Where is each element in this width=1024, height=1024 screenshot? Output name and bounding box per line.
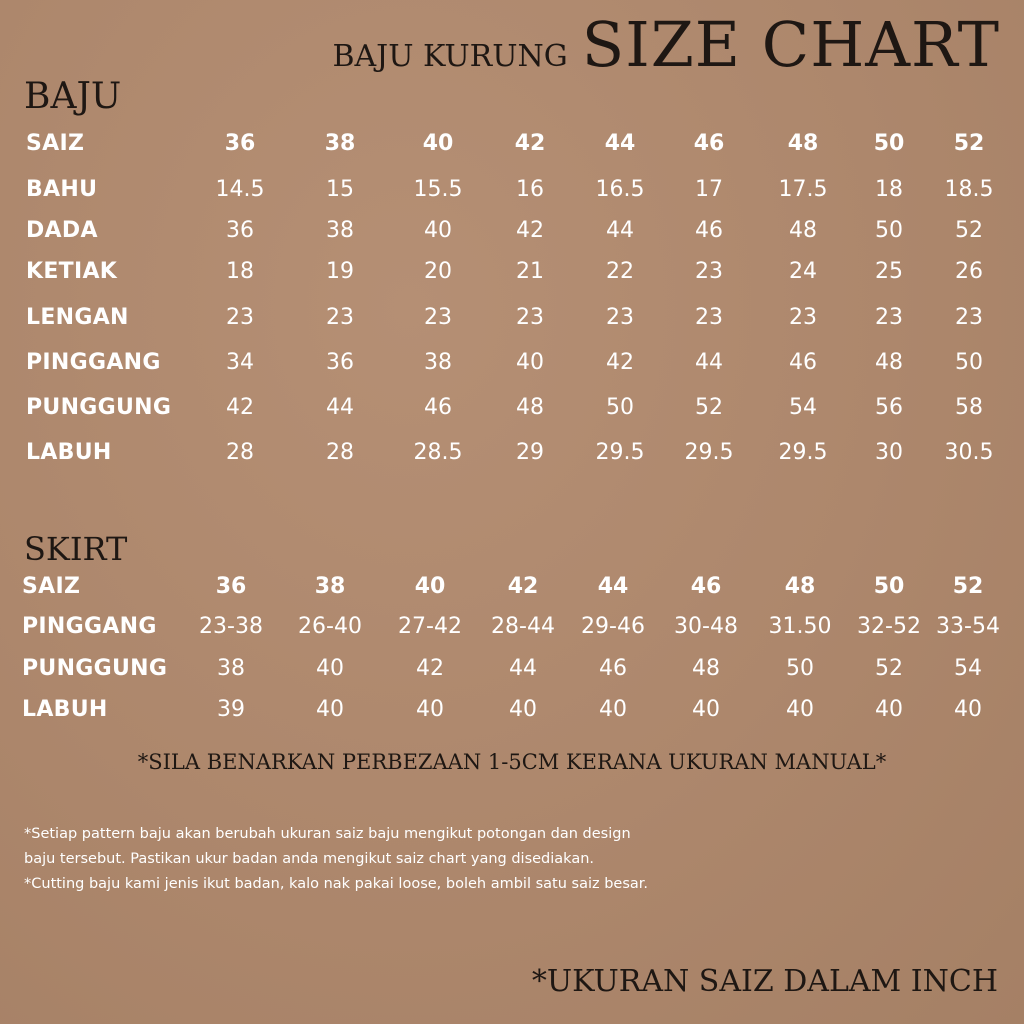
measurement-value: 36	[326, 350, 354, 375]
size-header-row	[0, 572, 1024, 602]
measurement-value: 46	[695, 218, 723, 243]
measurement-value: 23	[695, 305, 723, 330]
measurement-value: 32-52	[857, 614, 921, 639]
measurement-value: 28	[326, 440, 354, 465]
measurement-value: 18	[875, 177, 903, 202]
measurement-value: 39	[217, 697, 245, 722]
size-header-cell: 46	[690, 574, 722, 599]
measurement-value: 29	[516, 440, 544, 465]
table-row	[0, 393, 1024, 423]
size-header-cell: 48	[784, 574, 816, 599]
measurement-value: 23	[424, 305, 452, 330]
measurement-value: 28.5	[413, 440, 463, 465]
size-header-cell: 52	[952, 574, 984, 599]
measurement-value: 23	[875, 305, 903, 330]
measurement-value: 48	[875, 350, 903, 375]
measurement-value: 36	[226, 218, 254, 243]
size-header-cell: 40	[422, 131, 454, 156]
measurement-value: 46	[599, 656, 627, 681]
measurement-label: LABUH	[26, 440, 112, 465]
size-label: SAIZ	[22, 574, 81, 599]
size-header-cell: 50	[873, 574, 905, 599]
measurement-value: 40	[875, 697, 903, 722]
measurement-value: 28-44	[491, 614, 555, 639]
size-header-cell: 42	[507, 574, 539, 599]
size-header-cell: 44	[604, 131, 636, 156]
measurement-value: 48	[692, 656, 720, 681]
measurement-value: 20	[424, 259, 452, 284]
measurement-value: 42	[416, 656, 444, 681]
title-baju-kurung: BAJU KURUNG	[332, 39, 568, 74]
measurement-value: 52	[875, 656, 903, 681]
measurement-value: 40	[316, 697, 344, 722]
measurement-value: 26-40	[298, 614, 362, 639]
measurement-value: 30.5	[944, 440, 994, 465]
measurement-value: 19	[326, 259, 354, 284]
measurement-value: 52	[955, 218, 983, 243]
measurement-value: 54	[954, 656, 982, 681]
measurement-value: 29.5	[778, 440, 828, 465]
measurement-value: 27-42	[398, 614, 462, 639]
measurement-value: 16.5	[595, 177, 645, 202]
size-header-cell: 38	[314, 574, 346, 599]
measurement-value: 29-46	[581, 614, 645, 639]
title-size-chart: SIZE CHART	[581, 8, 1000, 81]
measurement-value: 29.5	[595, 440, 645, 465]
size-label: SAIZ	[26, 131, 85, 156]
measurement-value: 44	[695, 350, 723, 375]
measurement-value: 44	[326, 395, 354, 420]
measurement-value: 23	[955, 305, 983, 330]
table-row	[0, 695, 1024, 725]
measurement-value: 40	[786, 697, 814, 722]
measurement-value: 42	[606, 350, 634, 375]
note-line: *Setiap pattern baju akan berubah ukuran saiz baju mengikut potongan dan design	[24, 826, 631, 842]
measurement-value: 14.5	[215, 177, 265, 202]
measurement-value: 54	[789, 395, 817, 420]
measurement-value: 58	[955, 395, 983, 420]
size-header-cell: 46	[693, 131, 725, 156]
table-row	[0, 175, 1024, 205]
measurement-value: 50	[875, 218, 903, 243]
note-line: baju tersebut. Pastikan ukur badan anda mengikut saiz chart yang disediakan.	[24, 851, 595, 867]
tolerance-notice: *SILA BENARKAN PERBEZAAN 1-5CM KERANA UKURAN MANUAL*	[137, 750, 887, 774]
measurement-value: 23	[516, 305, 544, 330]
size-header-cell: 40	[414, 574, 446, 599]
note-line: *Cutting baju kami jenis ikut badan, kalo nak pakai loose, boleh ambil satu saiz besar.	[24, 876, 649, 892]
size-header-cell: 36	[224, 131, 256, 156]
notes-block	[24, 822, 648, 897]
measurement-value: 44	[509, 656, 537, 681]
measurement-value: 18	[226, 259, 254, 284]
measurement-value: 42	[226, 395, 254, 420]
measurement-value: 48	[789, 218, 817, 243]
baju-section-title: BAJU	[24, 76, 122, 117]
size-header-cell: 52	[953, 131, 985, 156]
measurement-value: 28	[226, 440, 254, 465]
measurement-value: 50	[786, 656, 814, 681]
table-row	[0, 612, 1024, 642]
measurement-value: 23	[789, 305, 817, 330]
measurement-value: 15	[326, 177, 354, 202]
measurement-label: PINGGANG	[22, 614, 157, 639]
table-row	[0, 348, 1024, 378]
table-row	[0, 216, 1024, 246]
measurement-value: 16	[516, 177, 544, 202]
measurement-value: 23	[695, 259, 723, 284]
size-header-cell: 36	[215, 574, 247, 599]
size-header-cell: 48	[787, 131, 819, 156]
measurement-value: 40	[416, 697, 444, 722]
measurement-value: 31.50	[768, 614, 832, 639]
table-row	[0, 654, 1024, 684]
measurement-value: 23	[326, 305, 354, 330]
measurement-value: 52	[695, 395, 723, 420]
size-header-row	[0, 129, 1024, 159]
measurement-value: 18.5	[944, 177, 994, 202]
measurement-value: 46	[789, 350, 817, 375]
measurement-value: 50	[955, 350, 983, 375]
measurement-value: 48	[516, 395, 544, 420]
measurement-value: 30-48	[674, 614, 738, 639]
measurement-value: 17.5	[778, 177, 828, 202]
measurement-value: 29.5	[684, 440, 734, 465]
unit-footer: *UKURAN SAIZ DALAM INCH	[531, 964, 998, 999]
measurement-label: PINGGANG	[26, 350, 161, 375]
measurement-value: 40	[954, 697, 982, 722]
measurement-label: BAHU	[26, 177, 98, 202]
measurement-value: 25	[875, 259, 903, 284]
measurement-value: 38	[217, 656, 245, 681]
table-row	[0, 257, 1024, 287]
measurement-value: 22	[606, 259, 634, 284]
measurement-value: 50	[606, 395, 634, 420]
measurement-label: PUNGGUNG	[26, 395, 172, 420]
measurement-label: KETIAK	[26, 259, 118, 284]
measurement-value: 23-38	[199, 614, 263, 639]
measurement-value: 33-54	[936, 614, 1000, 639]
measurement-value: 40	[509, 697, 537, 722]
measurement-value: 23	[606, 305, 634, 330]
measurement-value: 44	[606, 218, 634, 243]
measurement-value: 40	[424, 218, 452, 243]
measurement-label: LENGAN	[26, 305, 129, 330]
measurement-value: 40	[316, 656, 344, 681]
measurement-value: 26	[955, 259, 983, 284]
measurement-value: 38	[424, 350, 452, 375]
measurement-label: PUNGGUNG	[22, 656, 168, 681]
measurement-label: LABUH	[22, 697, 108, 722]
measurement-value: 34	[226, 350, 254, 375]
measurement-value: 40	[516, 350, 544, 375]
size-header-cell: 38	[324, 131, 356, 156]
table-row	[0, 303, 1024, 333]
measurement-value: 42	[516, 218, 544, 243]
measurement-value: 17	[695, 177, 723, 202]
measurement-value: 40	[599, 697, 627, 722]
chart-title	[332, 8, 1000, 81]
size-header-cell: 44	[597, 574, 629, 599]
measurement-value: 15.5	[413, 177, 463, 202]
measurement-value: 21	[516, 259, 544, 284]
measurement-value: 40	[692, 697, 720, 722]
measurement-value: 38	[326, 218, 354, 243]
measurement-label: DADA	[26, 218, 98, 243]
measurement-value: 56	[875, 395, 903, 420]
measurement-value: 46	[424, 395, 452, 420]
measurement-value: 24	[789, 259, 817, 284]
table-row	[0, 438, 1024, 468]
skirt-section-title: SKIRT	[24, 530, 128, 568]
measurement-value: 23	[226, 305, 254, 330]
size-header-cell: 50	[873, 131, 905, 156]
measurement-value: 30	[875, 440, 903, 465]
size-header-cell: 42	[514, 131, 546, 156]
